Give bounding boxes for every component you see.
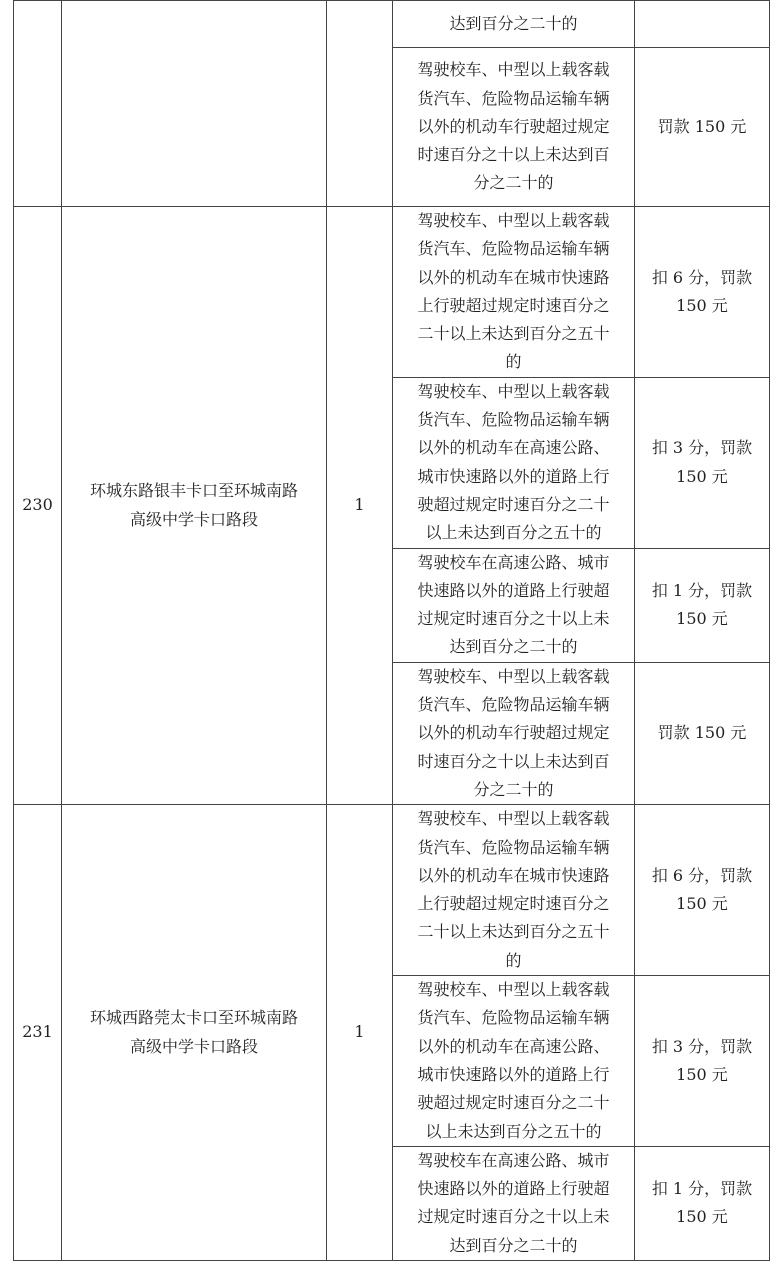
penalty-cell bbox=[635, 805, 770, 976]
description-cell-line: 驶超过规定时速百分之二十 bbox=[417, 494, 610, 514]
description-cell-line: 分之二十的 bbox=[473, 779, 554, 799]
description-cell bbox=[393, 548, 635, 662]
description-cell bbox=[393, 662, 635, 804]
description-cell-line: 分之二十的 bbox=[473, 173, 554, 193]
table-row bbox=[14, 207, 770, 378]
description-cell-line: 以外的机动车在高速公路、 bbox=[417, 438, 610, 458]
count-cell-line: 1 bbox=[354, 495, 365, 515]
description-cell-line: 货汽车、危险物品运输车辆 bbox=[417, 695, 610, 715]
penalty-cell-line: 扣 1 分，罚款 bbox=[651, 1179, 753, 1199]
penalty-cell-line: 扣 3 分，罚款 bbox=[651, 1036, 753, 1056]
description-cell bbox=[393, 1146, 635, 1260]
penalty-cell bbox=[635, 1, 770, 48]
description-cell-line: 以外的机动车在城市快速路 bbox=[417, 865, 610, 885]
description-cell-line: 以上未达到百分之五十的 bbox=[425, 523, 602, 543]
description-cell-line: 城市快速路以外的道路上行 bbox=[417, 1064, 610, 1084]
count-cell bbox=[327, 1, 393, 207]
description-cell-line: 货汽车、危险物品运输车辆 bbox=[417, 239, 610, 259]
description-cell-line: 驾驶校车、中型以上载客载 bbox=[417, 809, 610, 829]
description-cell-line: 驾驶校车、中型以上载客载 bbox=[417, 381, 610, 401]
description-cell bbox=[393, 1, 635, 48]
penalty-cell bbox=[635, 976, 770, 1147]
description-cell-line: 的 bbox=[505, 352, 522, 372]
description-cell bbox=[393, 805, 635, 976]
penalty-cell-line: 150 元 bbox=[676, 609, 728, 629]
description-cell-line: 货汽车、危险物品运输车辆 bbox=[417, 1008, 610, 1028]
description-cell-line: 货汽车、危险物品运输车辆 bbox=[417, 837, 610, 857]
description-cell-line: 以上未达到百分之五十的 bbox=[425, 1121, 602, 1141]
description-cell-line: 时速百分之十以上未达到百 bbox=[417, 145, 610, 165]
description-cell bbox=[393, 207, 635, 378]
description-cell-line: 城市快速路以外的道路上行 bbox=[417, 466, 610, 486]
description-cell-line: 上行驶超过规定时速百分之 bbox=[417, 894, 610, 914]
description-cell-line: 时速百分之十以上未达到百 bbox=[417, 751, 610, 771]
number-cell-line: 230 bbox=[22, 495, 53, 515]
penalty-cell-line: 150 元 bbox=[676, 466, 728, 486]
location-cell-line: 高级中学卡口路段 bbox=[129, 509, 258, 529]
description-cell-line: 驶超过规定时速百分之二十 bbox=[417, 1093, 610, 1113]
description-cell-line: 驾驶校车、中型以上载客载 bbox=[417, 666, 610, 686]
location-cell bbox=[62, 805, 327, 1261]
description-cell-line: 驾驶校车、中型以上载客载 bbox=[417, 211, 610, 230]
penalty-table bbox=[13, 0, 770, 1261]
location-cell bbox=[62, 1, 327, 207]
penalty-cell-line: 扣 6 分，罚款 bbox=[651, 267, 753, 287]
number-cell bbox=[14, 805, 62, 1261]
penalty-cell-line: 扣 6 分，罚款 bbox=[651, 865, 753, 885]
description-cell-line: 达到百分之二十的 bbox=[449, 637, 578, 657]
description-cell-line: 二十以上未达到百分之五十 bbox=[417, 922, 610, 942]
description-cell-line: 驾驶校车在高速公路、城市 bbox=[417, 1150, 610, 1170]
penalty-cell-line: 罚款 150 元 bbox=[657, 116, 747, 136]
description-cell-line: 上行驶超过规定时速百分之 bbox=[417, 295, 610, 315]
description-cell-line: 过规定时速百分之十以上未 bbox=[417, 609, 610, 629]
description-cell-line: 快速路以外的道路上行驶超 bbox=[417, 1179, 610, 1199]
table-row bbox=[14, 805, 770, 976]
description-cell-line: 驾驶校车、中型以上载客载 bbox=[417, 980, 610, 1000]
penalty-cell bbox=[635, 377, 770, 548]
number-cell bbox=[14, 207, 62, 805]
count-cell bbox=[327, 805, 393, 1261]
description-cell bbox=[393, 377, 635, 548]
description-cell-line: 货汽车、危险物品运输车辆 bbox=[417, 88, 610, 108]
description-cell bbox=[393, 976, 635, 1147]
penalty-cell-line: 150 元 bbox=[676, 1064, 728, 1084]
penalty-cell-line: 扣 1 分，罚款 bbox=[651, 580, 753, 600]
description-cell-line: 驾驶校车、中型以上载客载 bbox=[417, 60, 610, 80]
location-cell bbox=[62, 207, 327, 805]
table-row bbox=[14, 1, 770, 48]
description-cell-line: 二十以上未达到百分之五十 bbox=[417, 324, 610, 344]
penalty-cell-line: 扣 3 分，罚款 bbox=[651, 438, 753, 458]
description-cell-line: 驾驶校车在高速公路、城市 bbox=[417, 552, 610, 572]
description-cell-line: 以外的机动车在高速公路、 bbox=[417, 1036, 610, 1056]
penalty-cell bbox=[635, 48, 770, 207]
count-cell-line: 1 bbox=[354, 1022, 365, 1042]
location-cell-line: 环城东路银丰卡口至环城南路 bbox=[89, 481, 298, 501]
penalty-cell-line: 150 元 bbox=[676, 894, 728, 914]
description-cell-line: 以外的机动车行驶超过规定 bbox=[417, 116, 610, 136]
penalty-cell bbox=[635, 662, 770, 804]
penalty-cell bbox=[635, 207, 770, 378]
penalty-cell-line: 150 元 bbox=[676, 1207, 728, 1227]
location-cell-line: 高级中学卡口路段 bbox=[129, 1036, 258, 1056]
description-cell-line: 快速路以外的道路上行驶超 bbox=[417, 580, 610, 600]
location-cell-line: 环城西路莞太卡口至环城南路 bbox=[89, 1008, 298, 1028]
description-cell-line: 达到百分之二十的 bbox=[449, 13, 578, 33]
count-cell bbox=[327, 207, 393, 805]
description-cell-line: 货汽车、危险物品运输车辆 bbox=[417, 410, 610, 430]
description-cell-line: 以外的机动车行驶超过规定 bbox=[417, 723, 610, 743]
penalty-cell bbox=[635, 548, 770, 662]
description-cell-line: 达到百分之二十的 bbox=[449, 1235, 578, 1255]
penalty-cell bbox=[635, 1146, 770, 1260]
penalty-cell-line: 150 元 bbox=[676, 295, 728, 315]
number-cell bbox=[14, 1, 62, 207]
number-cell-line: 231 bbox=[22, 1022, 53, 1042]
description-cell-line: 以外的机动车在城市快速路 bbox=[417, 267, 610, 287]
description-cell-line: 的 bbox=[505, 950, 522, 970]
penalty-cell-line: 罚款 150 元 bbox=[657, 723, 747, 743]
description-cell-line: 过规定时速百分之十以上未 bbox=[417, 1207, 610, 1227]
description-cell bbox=[393, 48, 635, 207]
